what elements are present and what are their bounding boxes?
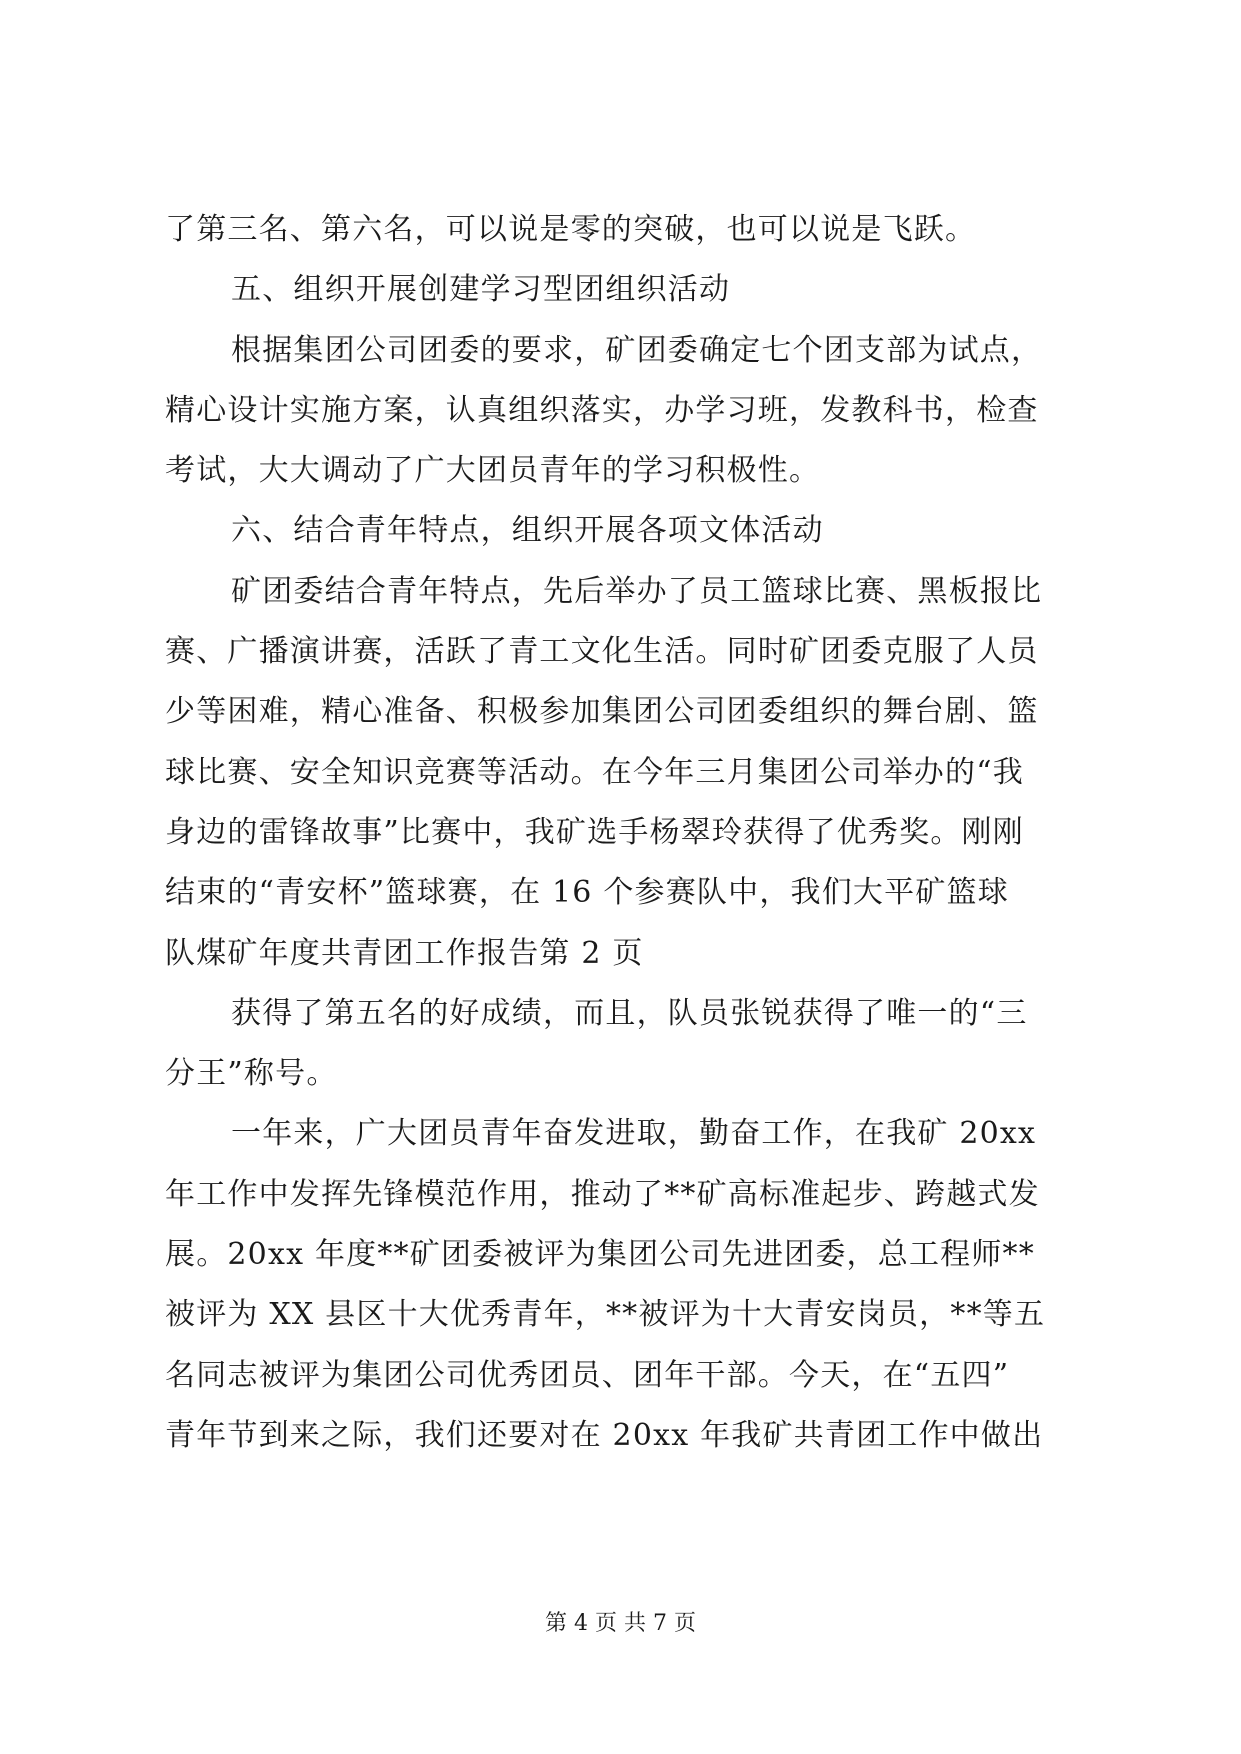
text-line-12: 结束的“青安杯”篮球赛，在 16 个参赛队中，我们大平矿篮球 — [165, 875, 1009, 911]
text-line-19: 被评为 XX 县区十大优秀青年，**被评为十大青安岗员，**等五 — [165, 1297, 1046, 1333]
text-line-2: 五、组织开展创建学习型团组织活动 — [231, 272, 731, 308]
text-line-8: 赛、广播演讲赛，活跃了青工文化生活。同时矿团委克服了人员 — [165, 634, 1039, 670]
text-line-4: 精心设计实施方案，认真组织落实，办学习班，发教科书，检查 — [165, 392, 1039, 428]
text-line-10: 球比赛、安全知识竞赛等活动。在今年三月集团公司举办的“我 — [165, 754, 1024, 790]
text-line-6: 六、结合青年特点，组织开展各项文体活动 — [231, 513, 824, 549]
text-line-11: 身边的雷锋故事”比赛中，我矿选手杨翠玲获得了优秀奖。刚刚 — [165, 814, 1024, 850]
text-line-9: 少等困难，精心准备、积极参加集团公司团委组织的舞台剧、篮 — [165, 694, 1039, 730]
text-line-18: 展。20xx 年度**矿团委被评为集团公司先进团委，总工程师** — [165, 1237, 1035, 1273]
page-number-footer: 第 4 页 共 7 页 — [545, 1611, 696, 1636]
text-line-14: 获得了第五名的好成绩，而且，队员张锐获得了唯一的“三 — [231, 995, 1028, 1031]
text-line-5: 考试，大大调动了广大团员青年的学习积极性。 — [165, 453, 821, 489]
text-line-16: 一年来，广大团员青年奋发进取，勤奋工作，在我矿 20xx — [231, 1116, 1037, 1152]
body-text — [165, 200, 1095, 1466]
text-line-3: 根据集团公司团委的要求，矿团委确定七个团支部为试点， — [231, 332, 1043, 368]
text-line-13: 队煤矿年度共青团工作报告第 2 页 — [165, 935, 644, 971]
text-line-20: 名同志被评为集团公司优秀团员、团年干部。今天，在“五四” — [165, 1357, 1010, 1393]
text-line-17: 年工作中发挥先锋模范作用，推动了**矿高标准起步、跨越式发 — [165, 1176, 1040, 1212]
text-line-15: 分王”称号。 — [165, 1056, 338, 1092]
text-line-7: 矿团委结合青年特点，先后举办了员工篮球比赛、黑板报比 — [231, 573, 1043, 609]
text-line-1: 了第三名、第六名，可以说是零的突破，也可以说是飞跃。 — [165, 212, 977, 247]
text-line-21: 青年节到来之际，我们还要对在 20xx 年我矿共青团工作中做出 — [165, 1417, 1044, 1453]
